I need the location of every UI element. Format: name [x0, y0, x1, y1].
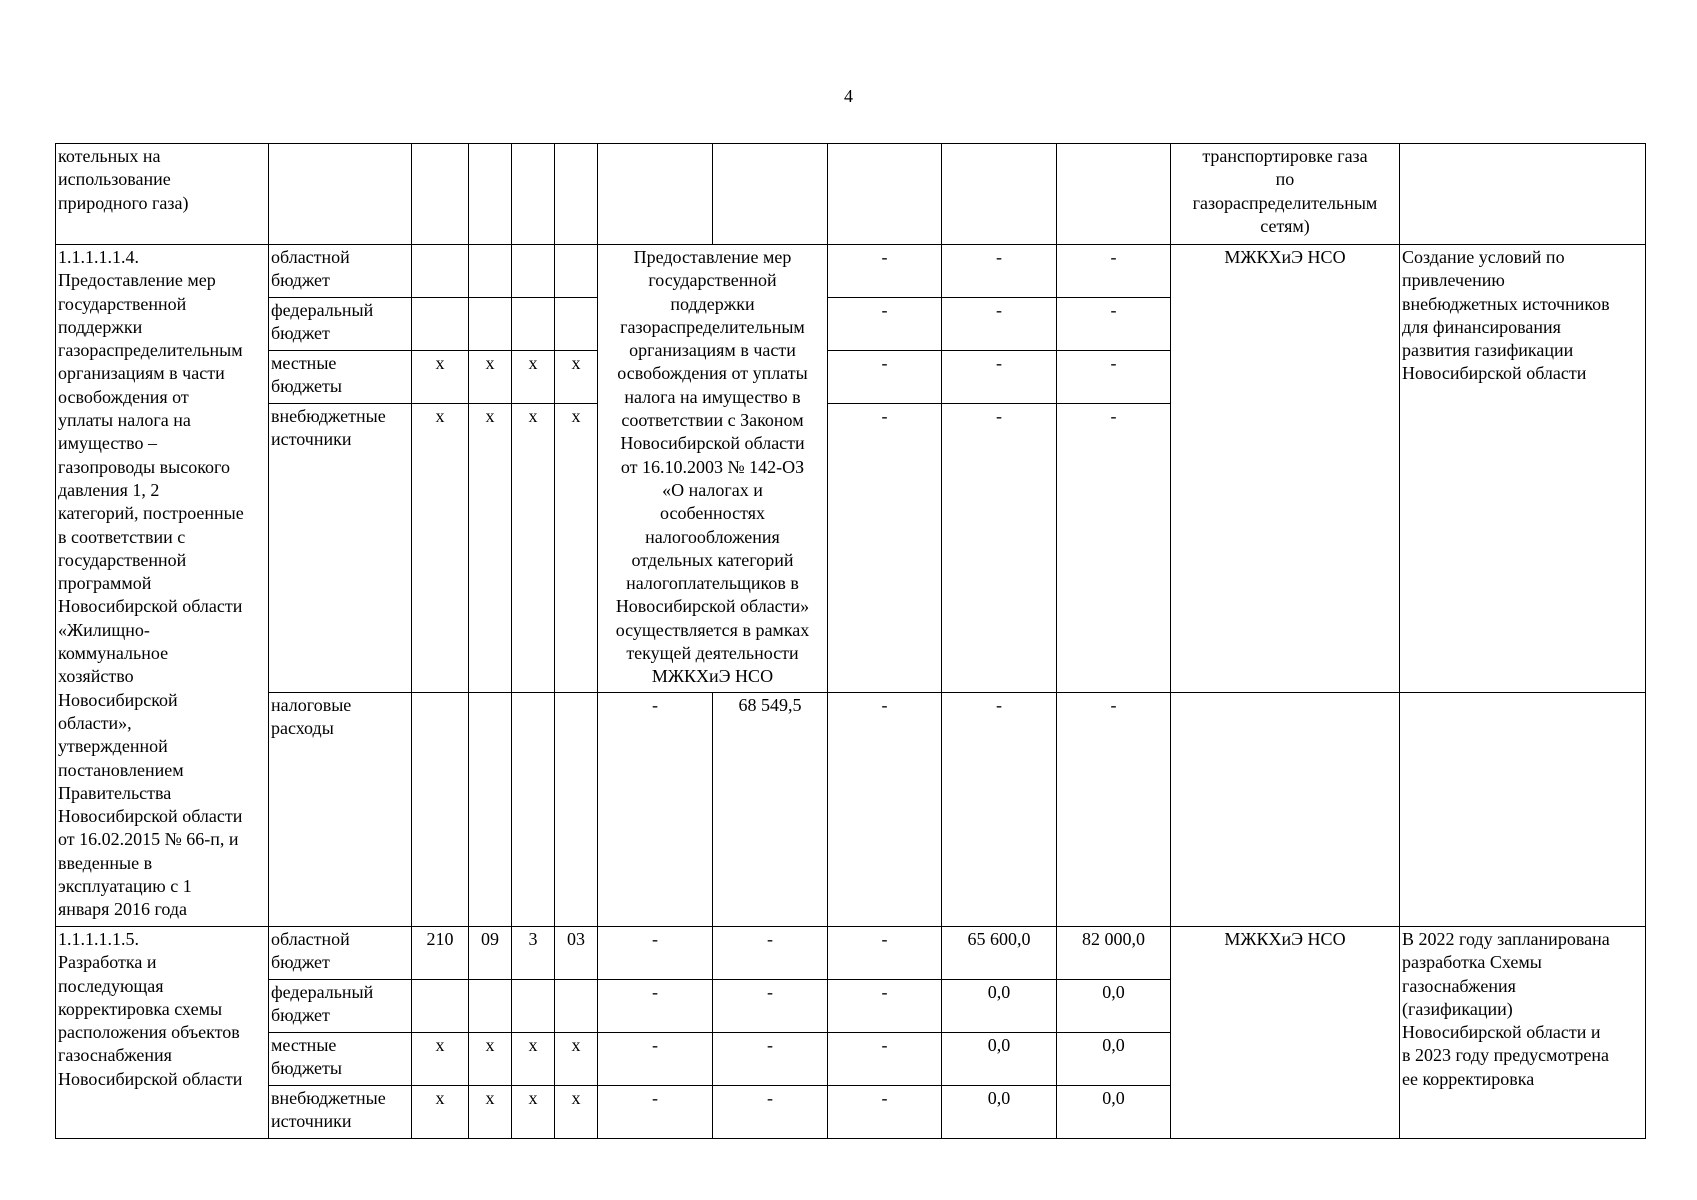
code-cell [512, 980, 555, 1033]
amount-cell: - [942, 351, 1057, 404]
funding-source-cell: областной бюджет [269, 927, 412, 980]
code-cell: x [469, 351, 512, 404]
amount-cell: 0,0 [942, 1086, 1057, 1139]
amount-cell: - [713, 927, 828, 980]
code-cell: 210 [412, 927, 469, 980]
amount-cell: - [828, 351, 942, 404]
amount-cell: - [713, 1086, 828, 1139]
empty-cell [269, 144, 412, 245]
continuation-row [56, 144, 1646, 245]
funding-source-cell: местные бюджеты [269, 351, 412, 404]
funding-source-cell: областной бюджет [269, 245, 412, 298]
amount-cell: - [828, 404, 942, 693]
empty-cell [713, 144, 828, 245]
amount-cell: - [598, 1033, 713, 1086]
amount-cell: - [828, 980, 942, 1033]
code-cell [469, 693, 512, 927]
code-cell [412, 693, 469, 927]
amount-cell: - [1057, 351, 1171, 404]
code-cell [412, 245, 469, 298]
code-cell: x [512, 1086, 555, 1139]
amount-cell: - [598, 927, 713, 980]
amount-cell: - [942, 693, 1057, 927]
amount-cell: 68 549,5 [713, 693, 828, 927]
code-cell [512, 298, 555, 351]
activity-name-cell: котельных на использование природного газа) [56, 144, 269, 245]
table-row [56, 693, 1646, 927]
empty-cell [942, 144, 1057, 245]
code-cell [469, 245, 512, 298]
result-cell: В 2022 году запланирована разработка Схемы газоснабжения (газификации) Новосибирской области и в 2023 году предусмотрена ее корректировка [1400, 927, 1646, 1139]
amount-cell: 0,0 [1057, 1086, 1171, 1139]
amount-cell: 65 600,0 [942, 927, 1057, 980]
page-number: 4 [844, 86, 853, 106]
table-row [56, 927, 1646, 980]
funding-source-cell: налоговые расходы [269, 693, 412, 927]
amount-cell: - [828, 245, 942, 298]
amount-cell: - [828, 927, 942, 980]
amount-cell: - [942, 245, 1057, 298]
amount-cell: - [942, 404, 1057, 693]
code-cell: x [412, 1086, 469, 1139]
amount-cell: - [713, 980, 828, 1033]
code-cell: x [555, 1086, 598, 1139]
program-table [55, 143, 1646, 1139]
empty-cell [412, 144, 469, 245]
amount-cell: - [828, 693, 942, 927]
merged-description-cell: Предоставление мер государственной поддержки газораспределительным организациям в части освобождения от уплаты налога на имущество в соответствии с Законом Новосибирской области от 16.10.2003 № 142-ОЗ «О налогах и особенностях налогообложения отдельных категорий налогоплательщиков в Новосибирской области» осуществляется в рамках текущей деятельности МЖКХиЭ НСО [598, 245, 828, 693]
code-cell [469, 298, 512, 351]
funding-source-cell: федеральный бюджет [269, 298, 412, 351]
code-cell [555, 980, 598, 1033]
code-cell: x [512, 1033, 555, 1086]
code-cell [469, 980, 512, 1033]
code-cell [412, 980, 469, 1033]
amount-cell: - [1057, 298, 1171, 351]
code-cell [555, 245, 598, 298]
executor-cell: транспортировке газа по газораспределительным сетям) [1171, 144, 1400, 245]
empty-cell [598, 144, 713, 245]
empty-cell [555, 144, 598, 245]
code-cell [412, 298, 469, 351]
code-cell [512, 245, 555, 298]
amount-cell: - [828, 1033, 942, 1086]
empty-cell [512, 144, 555, 245]
table-row [56, 245, 1646, 298]
amount-cell: 82 000,0 [1057, 927, 1171, 980]
code-cell: x [555, 1033, 598, 1086]
amount-cell: - [1057, 693, 1171, 927]
result-cell [1400, 693, 1646, 927]
amount-cell: - [942, 298, 1057, 351]
amount-cell: - [1057, 245, 1171, 298]
empty-cell [828, 144, 942, 245]
code-cell: x [469, 404, 512, 693]
funding-source-cell: внебюджетные источники [269, 1086, 412, 1139]
amount-cell: - [828, 298, 942, 351]
empty-cell [1057, 144, 1171, 245]
activity-name-cell: 1.1.1.1.1.5. Разработка и последующая корректировка схемы расположения объектов газоснабжения Новосибирской области [56, 927, 269, 1139]
code-cell: x [412, 351, 469, 404]
amount-cell: - [828, 1086, 942, 1139]
executor-cell: МЖКХиЭ НСО [1171, 927, 1400, 1139]
amount-cell: 0,0 [942, 980, 1057, 1033]
code-cell [512, 693, 555, 927]
code-cell: 03 [555, 927, 598, 980]
code-cell [555, 298, 598, 351]
amount-cell: - [598, 980, 713, 1033]
executor-cell: МЖКХиЭ НСО [1171, 245, 1400, 693]
amount-cell: 0,0 [1057, 1033, 1171, 1086]
amount-cell: - [1057, 404, 1171, 693]
result-cell: Создание условий по привлечению внебюджетных источников для финансирования развития газификации Новосибирской области [1400, 245, 1646, 693]
code-cell: x [555, 404, 598, 693]
code-cell: x [469, 1086, 512, 1139]
funding-source-cell: федеральный бюджет [269, 980, 412, 1033]
amount-cell: 0,0 [1057, 980, 1171, 1033]
activity-name-cell: 1.1.1.1.1.4. Предоставление мер государственной поддержки газораспределительным организациям в части освобождения от уплаты налога на имущество – газопроводы высокого давления 1, 2 категорий, построенные в соответствии с государственной программой Новосибирской области «Жилищно- коммунальное хозяйство Новосибирской области», утвержденной постановлением Правительства Новосибирской области от 16.02.2015 № 66-п, и введенные в эксплуатацию с 1 января 2016 года [56, 245, 269, 927]
code-cell: x [412, 1033, 469, 1086]
code-cell [555, 693, 598, 927]
amount-cell: - [598, 1086, 713, 1139]
code-cell: x [469, 1033, 512, 1086]
executor-cell [1171, 693, 1400, 927]
code-cell: 09 [469, 927, 512, 980]
amount-cell: 0,0 [942, 1033, 1057, 1086]
funding-source-cell: внебюджетные источники [269, 404, 412, 693]
funding-source-cell: местные бюджеты [269, 1033, 412, 1086]
code-cell: x [512, 404, 555, 693]
code-cell: x [512, 351, 555, 404]
empty-cell [1400, 144, 1646, 245]
code-cell: x [412, 404, 469, 693]
empty-cell [469, 144, 512, 245]
code-cell: x [555, 351, 598, 404]
amount-cell: - [598, 693, 713, 927]
code-cell: 3 [512, 927, 555, 980]
amount-cell: - [713, 1033, 828, 1086]
